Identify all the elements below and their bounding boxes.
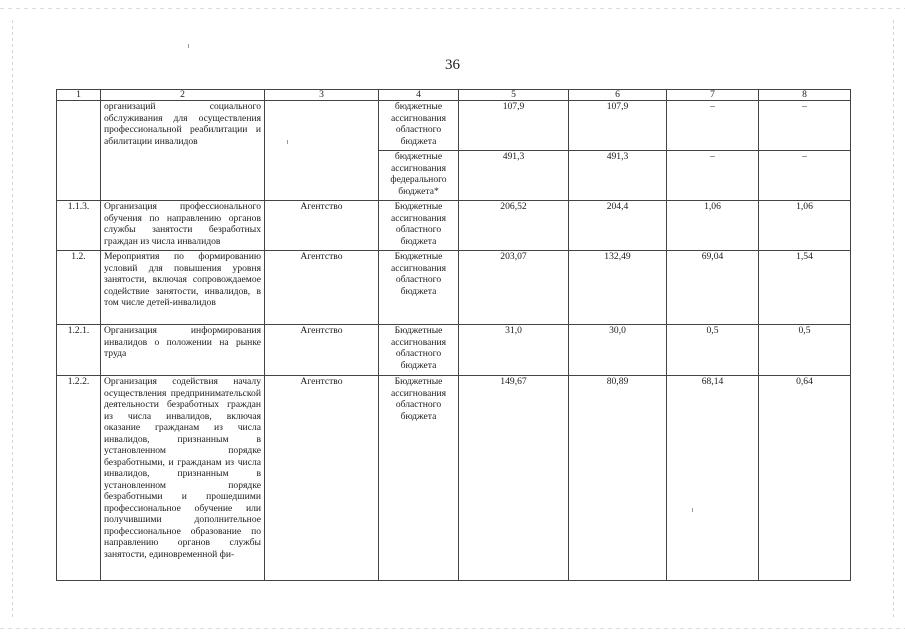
- amount-year-1: 491,3: [569, 151, 667, 201]
- scan-artifact-left: [12, 20, 13, 620]
- amount-year-3: 1,06: [759, 201, 851, 251]
- scan-speck: [188, 44, 189, 48]
- column-header: 6: [569, 90, 667, 101]
- amount-total: 206,52: [459, 201, 569, 251]
- column-header: 8: [759, 90, 851, 101]
- funding-source: бюджетные ассигнования федерального бюджета*: [379, 151, 459, 201]
- row-executor: Агентство: [265, 376, 379, 581]
- row-id: 1.2.: [57, 251, 101, 325]
- funding-source: Бюджетные ассигнования областного бюджета: [379, 325, 459, 376]
- row-executor: Агентство: [265, 251, 379, 325]
- amount-year-1: 204,4: [569, 201, 667, 251]
- row-id: 1.2.1.: [57, 325, 101, 376]
- amount-year-1: 107,9: [569, 101, 667, 151]
- amount-year-3: 1,54: [759, 251, 851, 325]
- amount-total: 491,3: [459, 151, 569, 201]
- row-executor: Агентство: [265, 325, 379, 376]
- column-header: 7: [667, 90, 759, 101]
- amount-year-2: 1,06: [667, 201, 759, 251]
- row-description: организаций социального обслуживания для осуществления профессиональной реабилитации и абилитации инвалидов: [101, 101, 265, 201]
- row-executor: Агентство: [265, 201, 379, 251]
- funding-source: Бюджетные ассигнования областного бюджета: [379, 251, 459, 325]
- funding-source: бюджетные ассигнования областного бюджета: [379, 101, 459, 151]
- amount-year-3: 0,5: [759, 325, 851, 376]
- amount-year-2: 68,14: [667, 376, 759, 581]
- amount-total: 203,07: [459, 251, 569, 325]
- amount-total: 149,67: [459, 376, 569, 581]
- row-id: 1.1.3.: [57, 201, 101, 251]
- amount-year-1: 30,0: [569, 325, 667, 376]
- table-row: [57, 251, 851, 325]
- row-id: 1.2.2.: [57, 376, 101, 581]
- amount-year-2: –: [667, 101, 759, 151]
- table-row: [57, 201, 851, 251]
- column-header: 3: [265, 90, 379, 101]
- row-id: [57, 101, 101, 201]
- scan-artifact-bottom: [0, 628, 905, 629]
- row-description: Мероприятия по формированию условий для повышения уровня занятости, включая сопровождаемое содействие занятости, инвалидов, в том числе детей-инвалидов: [101, 251, 265, 325]
- budget-table: [56, 89, 851, 581]
- scan-artifact-top: [0, 8, 905, 9]
- column-header: 5: [459, 90, 569, 101]
- table-row: [57, 376, 851, 581]
- row-description: Организация содействия началу осуществления предпринимательской деятельности безработных граждан из числа инвалидов, включая оказание гражданам из числа инвалидов, признанным в установленном порядке безработными, и гражданам из числа инвалидов, признанным в установленном порядке безработными и прошедшими профессиональное обучение или получившими дополнительное профессиональное образование по направлению органов службы занятости, единовременной фи-: [101, 376, 265, 581]
- column-header: 4: [379, 90, 459, 101]
- amount-year-3: –: [759, 151, 851, 201]
- table-row: [57, 325, 851, 376]
- amount-year-2: 69,04: [667, 251, 759, 325]
- funding-source: Бюджетные ассигнования областного бюджета: [379, 376, 459, 581]
- funding-source: Бюджетные ассигнования областного бюджета: [379, 201, 459, 251]
- amount-year-1: 80,89: [569, 376, 667, 581]
- header-row: [57, 90, 851, 101]
- amount-year-3: –: [759, 101, 851, 151]
- scan-artifact-right: [893, 20, 894, 620]
- page-number: 36: [445, 57, 460, 73]
- amount-year-2: 0,5: [667, 325, 759, 376]
- column-header: 2: [101, 90, 265, 101]
- amount-year-3: 0,64: [759, 376, 851, 581]
- amount-total: 107,9: [459, 101, 569, 151]
- row-description: Организация информирования инвалидов о положении на рынке труда: [101, 325, 265, 376]
- row-executor: [265, 101, 379, 201]
- table-row: [57, 101, 851, 151]
- amount-total: 31,0: [459, 325, 569, 376]
- column-header: 1: [57, 90, 101, 101]
- amount-year-1: 132,49: [569, 251, 667, 325]
- row-description: Организация профессионального обучения по направлению органов службы занятости безработных граждан из числа инвалидов: [101, 201, 265, 251]
- amount-year-2: –: [667, 151, 759, 201]
